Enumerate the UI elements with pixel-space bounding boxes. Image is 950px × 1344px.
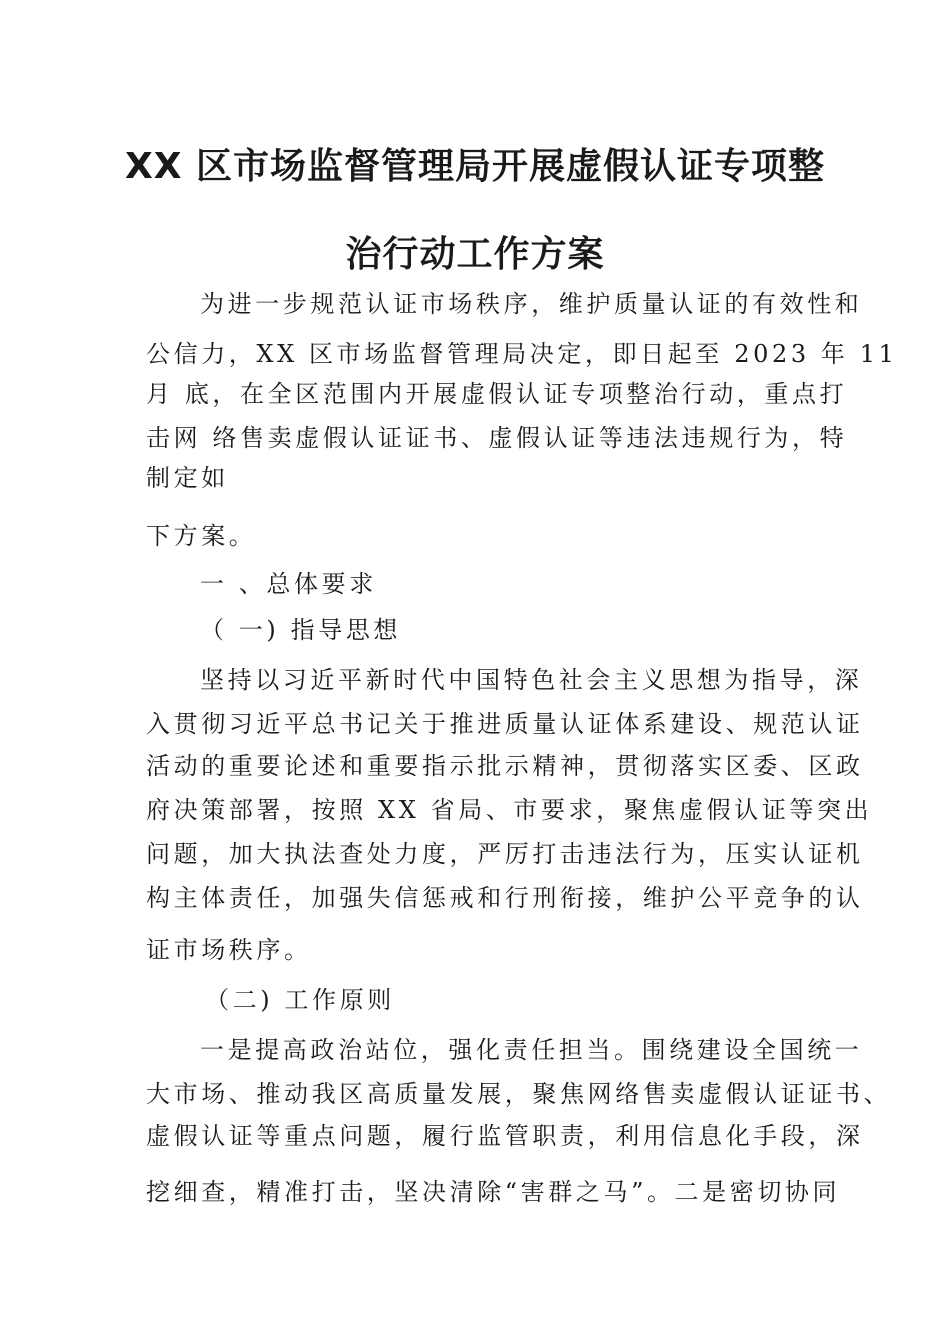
paragraph-line: 下方案。 (146, 522, 257, 550)
paragraph-line: 府决策部署，按照 XX 省局、市要求，聚焦虚假认证等突出 (146, 796, 873, 824)
document-title-line-1: XX 区市场监督管理局开展虚假认证专项整 (124, 146, 826, 187)
paragraph-line: 构主体责任，加强失信惩戒和行刑衔接，维护公平竞争的认 (146, 884, 864, 912)
paragraph-line: 活动的重要论述和重要指示批示精神，贯彻落实区委、区政 (146, 752, 864, 780)
paragraph-line: 为进一步规范认证市场秩序，维护质量认证的有效性和 (200, 290, 863, 318)
document-title-line-2: 治行动工作方案 (345, 234, 605, 275)
paragraph-line: 入贯彻习近平总书记关于推进质量认证体系建设、规范认证 (146, 710, 864, 738)
paragraph-line: 问题，加大执法查处力度，严厉打击违法行为，压实认证机 (146, 840, 864, 868)
paragraph-line: 月 底，在全区范围内开展虚假认证专项整治行动，重点打 (146, 380, 848, 408)
subsection-heading: （ 一) 指导思想 (200, 616, 402, 644)
paragraph-line: 大市场、推动我区高质量发展，聚焦网络售卖虚假认证证书、 (146, 1080, 892, 1108)
paragraph-line: 击网 络售卖虚假认证证书、虚假认证等违法违规行为，特 (146, 424, 848, 452)
paragraph-line: 一是提高政治站位，强化责任担当。围绕建设全国统一 (200, 1036, 863, 1064)
paragraph-line: 证市场秩序。 (146, 936, 312, 964)
paragraph-line: 公信力，XX 区市场监督管理局决定，即日起至 2023 年 11 (146, 340, 898, 368)
subsection-heading: （二) 工作原则 (205, 986, 395, 1014)
paragraph-line: 挖细查，精准打击，坚决清除“害群之马”。二是密切协同 (146, 1178, 841, 1206)
paragraph-line: 虚假认证等重点问题，履行监管职责，利用信息化手段，深 (146, 1122, 864, 1150)
paragraph-line: 坚持以习近平新时代中国特色社会主义思想为指导，深 (200, 666, 863, 694)
paragraph-line: 制定如 (146, 464, 229, 492)
section-heading: 一 、总体要求 (200, 570, 377, 598)
